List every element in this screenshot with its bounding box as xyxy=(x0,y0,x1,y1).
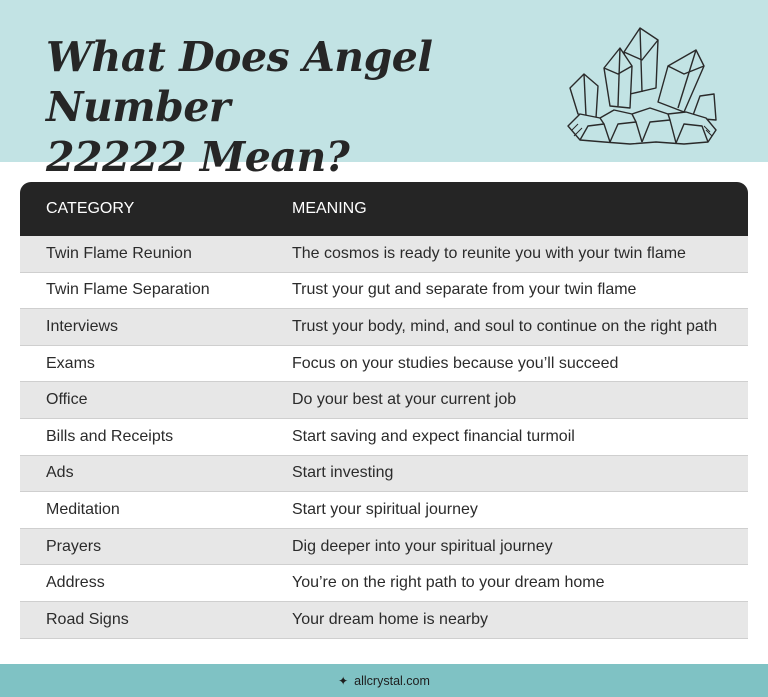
table-row xyxy=(20,419,748,456)
table-row xyxy=(20,492,748,529)
category-cell: Twin Flame Separation xyxy=(46,281,210,299)
meaning-cell: The cosmos is ready to reunite you with your twin flame xyxy=(292,244,686,262)
meaning-table xyxy=(20,182,748,639)
category-cell: Road Signs xyxy=(46,610,129,628)
category-cell: Address xyxy=(46,574,105,592)
table-row xyxy=(20,346,748,383)
crystal-cluster-icon xyxy=(560,22,720,146)
page-title xyxy=(46,32,546,182)
footer-bar xyxy=(0,664,768,697)
column-header-meaning: MEANING xyxy=(292,200,367,217)
category-cell: Meditation xyxy=(46,500,120,518)
table-row xyxy=(20,273,748,310)
site-name[interactable]: allcrystal.com xyxy=(354,673,430,688)
meaning-cell: Trust your body, mind, and soul to continue on the right path xyxy=(292,317,718,335)
table-row xyxy=(20,236,748,273)
category-cell: Twin Flame Reunion xyxy=(46,244,192,262)
title-line-2: 22222 Mean? xyxy=(46,133,350,181)
meaning-cell: Start investing xyxy=(292,464,394,482)
meaning-cell: Your dream home is nearby xyxy=(292,610,488,628)
meaning-cell: Focus on your studies because you’ll succeed xyxy=(292,354,619,372)
meaning-cell: Start your spiritual journey xyxy=(292,500,478,518)
table-row xyxy=(20,602,748,639)
table-row xyxy=(20,529,748,566)
category-cell: Ads xyxy=(46,464,74,482)
meaning-cell: Do your best at your current job xyxy=(292,391,517,409)
category-cell: Office xyxy=(46,391,88,409)
meaning-cell: Trust your gut and separate from your twin flame xyxy=(292,281,637,299)
table-row xyxy=(20,456,748,493)
meaning-cell: You’re on the right path to your dream home xyxy=(292,574,605,592)
column-header-category: CATEGORY xyxy=(46,200,135,217)
sparkle-icon: ✦ xyxy=(338,673,349,688)
table-row xyxy=(20,565,748,602)
header-banner xyxy=(0,0,768,181)
meaning-cell: Dig deeper into your spiritual journey xyxy=(292,537,553,555)
table-row xyxy=(20,309,748,346)
meaning-cell: Start saving and expect financial turmoil xyxy=(292,427,575,445)
category-cell: Interviews xyxy=(46,317,119,335)
table-header xyxy=(20,182,748,236)
table-row xyxy=(20,382,748,419)
category-cell: Prayers xyxy=(46,537,102,555)
table-body xyxy=(20,236,748,639)
category-cell: Exams xyxy=(46,354,95,372)
category-cell: Bills and Receipts xyxy=(46,427,174,445)
title-line-1: What Does Angel Number xyxy=(46,33,433,131)
